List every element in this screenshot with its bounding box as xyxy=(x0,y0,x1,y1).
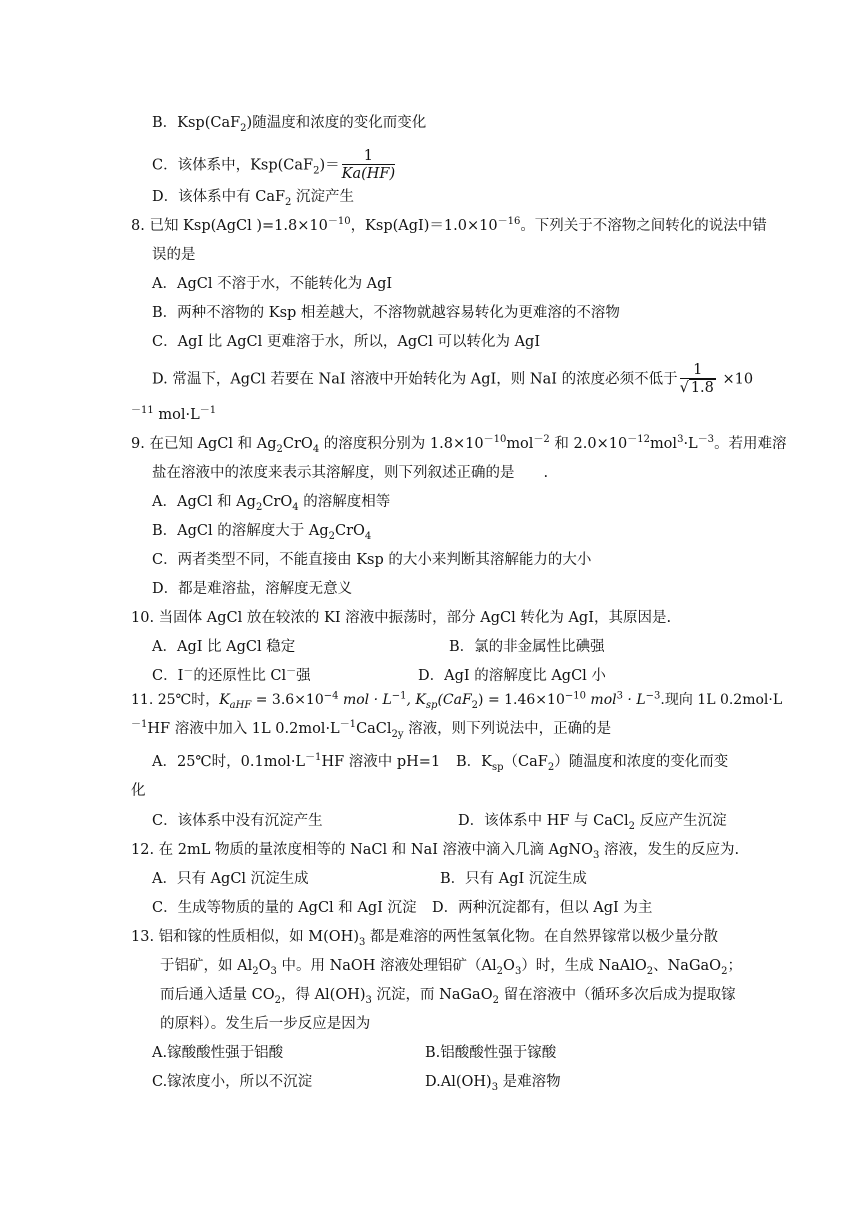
q12-option-b: B．只有 AgI 沉淀生成 xyxy=(440,871,587,887)
q13-stem-line2: 于铝矿，如 $Al_2O_3$ 中。用 NaOH 溶液处理铝矿$(Al_2O_3)$时，生成 NaAlO$_2$、NaGaO$_2$； xyxy=(160,958,742,977)
q11-stem-line2: $^{-1}$HF 溶液中加入 1L $0.2mol\cdot L^{-1}CaCl_{2y}$ 溶液，则下列说法中，正确的是 xyxy=(131,719,612,740)
q8-option-a: A．AgCl 不溶于水，不能转化为 AgI xyxy=(152,276,393,292)
q10-option-d: D．AgI 的溶解度比 AgCl 小 xyxy=(418,668,606,684)
q11-stem-line1: 11. 25℃时，$K_{aHF} = 3.6\times 10^{-4}$ mol · $L^{-1}$, $K_{sp}(CaF_2) = 1.46\times 10^{-10}$ $mol^3 \cdot L^{-3}$.现向 1L 0.2mol·L xyxy=(131,690,783,711)
q13-option-c: C.镓浓度小，所以不沉淀 xyxy=(152,1074,313,1090)
q8-option-d-line2: $^{-11}$ $mol\cdot L^{-1}$ xyxy=(131,405,217,423)
q9-stem-line2: 盐在溶液中的浓度来表示其溶解度，则下列叙述正确的是 . xyxy=(152,465,549,481)
q8-stem-line1: 8. 已知 Ksp(AgCl )$=1.8\times 10^{-10}$，$Ksp(AgI)=1.0\times 10^{-16}$。下列关于不溶物之间转化的说法中错 xyxy=(131,216,767,234)
q10-stem: 10. 当固体 AgCl 放在较浓的 KI 溶液中振荡时，部分 AgCl 转化为 AgI，其原因是. xyxy=(131,610,672,626)
q9-option-b: B．AgCl 的溶解度大于 $Ag_2CrO_4$ xyxy=(152,523,372,542)
q11-option-b-line2: 化 xyxy=(131,783,146,799)
q10-option-b: B．氯的非金属性比碘强 xyxy=(449,639,605,655)
q8-stem-line2: 误的是 xyxy=(152,247,196,263)
q13-stem-line3: 而后通入适量 $CO_2$，得 $Al(OH)_3$ 沉淀，而 NaGaO$_2$ 留在溶液中（循环多次后成为提取镓 xyxy=(160,987,736,1006)
q12-option-c: C．生成等物质的量的 AgCl 和 AgI 沉淀 xyxy=(152,900,417,916)
q9-option-c: C．两者类型不同，不能直接由 Ksp 的大小来判断其溶解能力的大小 xyxy=(152,552,592,568)
q7-fraction: $\frac{1}{Ka(HF)}$ xyxy=(341,148,396,182)
q13-option-a: A.镓酸酸性强于铝酸 xyxy=(152,1045,284,1061)
q12-option-a: A．只有 AgCl 沉淀生成 xyxy=(152,871,309,887)
q13-stem-line4: 的原料）。发生后一步反应是因为 xyxy=(160,1016,371,1032)
q13-stem-line1: 13. 铝和镓的性质相似，如 $M(OH)_3$ 都是难溶的两性氢氧化物。在自然界镓常以极少量分散 xyxy=(131,929,718,948)
q10-option-a: A．AgI 比 AgCl 稳定 xyxy=(152,639,296,655)
q8-option-d: D. 常温下，AgCl 若要在 NaI 溶液中开始转化为 AgI，则 NaI 的浓度必须不低于 $\frac{1}{√ 1.8}$ ×10 xyxy=(152,362,754,396)
q11-option-c: C．该体系中没有沉淀产生 xyxy=(152,813,323,829)
q7-option-c: C．该体系中，Ksp(CaF$_2$)＝ $\frac{1}{Ka(HF)}$ xyxy=(152,148,396,182)
q8-fraction: $\frac{1}{√ 1.8}$ xyxy=(679,362,714,396)
q11-option-a: A．25℃时，$0.1mol\cdot L^{-1}HF$ 溶液中 pH=1 xyxy=(152,752,441,770)
q13-option-b: B.铝酸酸性强于镓酸 xyxy=(425,1045,557,1061)
q10-option-c: C．I－的还原性比 Cl－强 xyxy=(152,666,311,684)
q11-option-b: B．$K_{sp}(CaF_2)$随温度和浓度的变化而变 xyxy=(456,754,729,773)
q12-stem: 12. 在 2mL 物质的量浓度相等的 NaCl 和 NaI 溶液中滴入几滴 AgNO$_3$ 溶液，发生的反应为. xyxy=(131,842,740,861)
q11-option-d: D．该体系中 HF 与 CaCl$_2$ 反应产生沉淀 xyxy=(458,813,727,832)
q7-option-b: B．Ksp(CaF$_2$)随温度和浓度的变化而变化 xyxy=(152,115,427,134)
q8-option-b: B．两种不溶物的 Ksp 相差越大，不溶物就越容易转化为更难溶的不溶物 xyxy=(152,305,620,321)
q12-option-d: D．两种沉淀都有，但以 AgI 为主 xyxy=(432,900,653,916)
q7-option-d: D．该体系中有 CaF$_2$ 沉淀产生 xyxy=(152,189,355,208)
q9-option-a: A．AgCl 和 $Ag_2CrO_4$ 的溶解度相等 xyxy=(152,494,391,513)
q8-option-c: C．AgI 比 AgCl 更难溶于水，所以，AgCl 可以转化为 AgI xyxy=(152,334,541,350)
q9-option-d: D．都是难溶盐，溶解度无意义 xyxy=(152,581,353,597)
q13-option-d: $D.Al(OH)_3$ 是难溶物 xyxy=(425,1074,561,1093)
q9-stem-line1: 9. 在已知 AgCl 和 $Ag_2CrO_4$ 的溶度积分别为 $1.8\times 10^{-10}mol^{-2}$ 和 $2.0\times 10^{-12}mol^3\cdot L^{-3}$。若用难溶 xyxy=(131,434,787,455)
